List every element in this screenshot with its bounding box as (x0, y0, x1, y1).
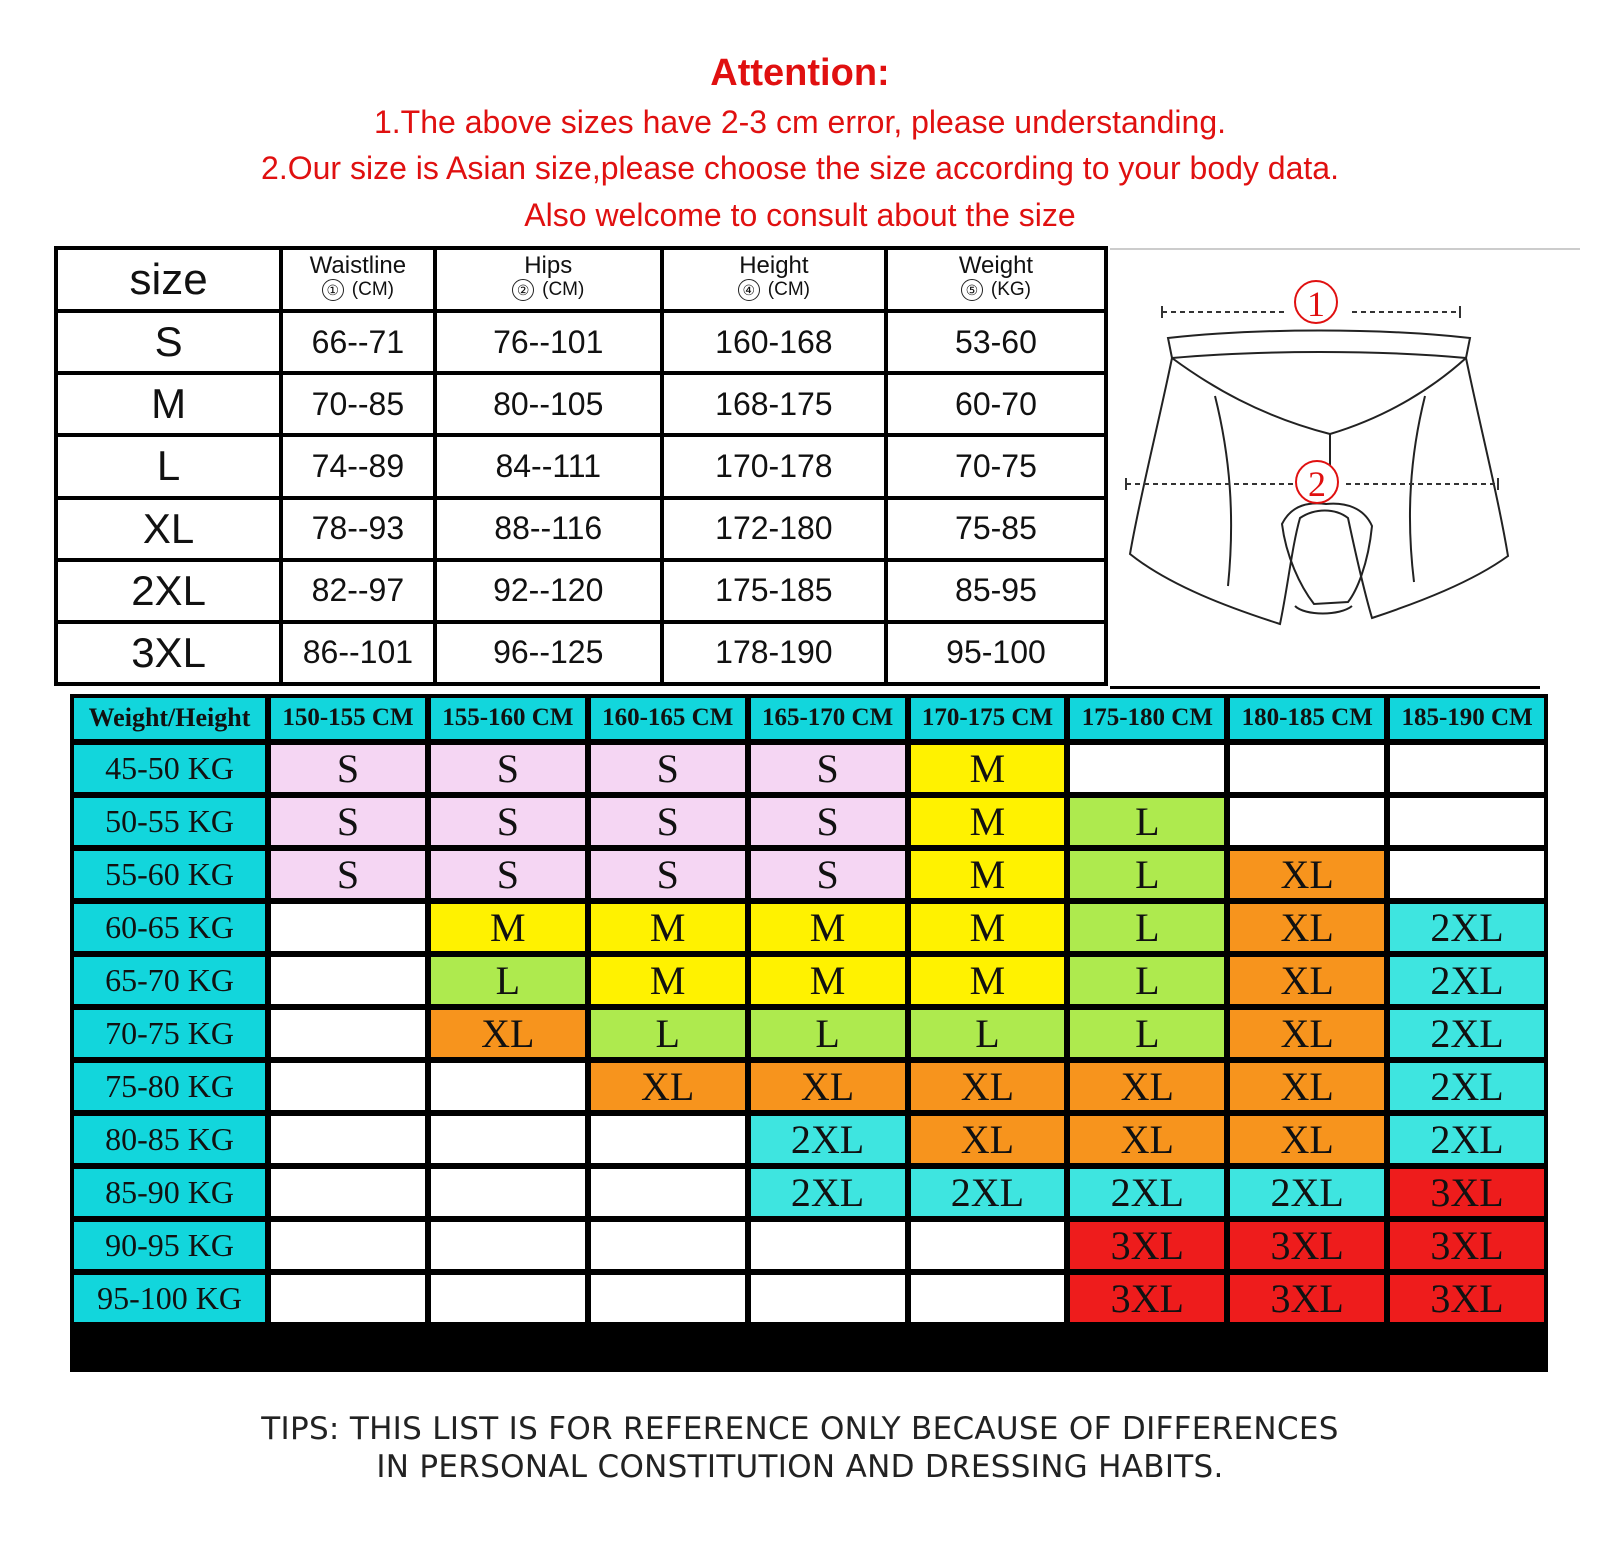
column-unit: (CM) (767, 279, 810, 300)
empty-cell (911, 1275, 1065, 1322)
size-recommendation-cell: S (591, 798, 745, 845)
height-column-header: 155-160 CM (431, 698, 585, 739)
table-row (56, 435, 1106, 497)
shorts-measurement-diagram (1110, 246, 1580, 686)
weight-row-header: 90-95 KG (74, 1222, 265, 1269)
grid-corner-header: Weight/Height (74, 698, 265, 739)
empty-cell (431, 1169, 585, 1216)
waistline-column-header (281, 248, 435, 311)
height-column-header: 170-175 CM (911, 698, 1065, 739)
marker-badge: ④ (738, 279, 760, 301)
size-recommendation-cell: 3XL (1230, 1275, 1384, 1322)
hips-column-header (435, 248, 662, 311)
height-column-header: 160-165 CM (591, 698, 745, 739)
column-name: Hips (524, 252, 573, 279)
size-recommendation-cell: 2XL (751, 1116, 905, 1163)
table-row (56, 560, 1106, 622)
weight-row-header: 60-65 KG (74, 904, 265, 951)
size-measurement-table (54, 246, 1108, 686)
height-column-header: 185-190 CM (1390, 698, 1544, 739)
size-recommendation-cell: XL (1070, 1116, 1224, 1163)
size-recommendation-cell: S (431, 851, 585, 898)
empty-cell (1070, 745, 1224, 792)
column-unit: (CM) (542, 279, 585, 300)
marker-badge: ⑤ (961, 279, 983, 301)
empty-cell (271, 1169, 425, 1216)
waistline-value: 82--97 (281, 560, 435, 622)
hips-value: 76--101 (435, 311, 662, 373)
height-column-header (662, 248, 886, 311)
size-recommendation-cell: 2XL (911, 1169, 1065, 1216)
size-recommendation-cell: 3XL (1230, 1222, 1384, 1269)
size-recommendation-cell: L (1070, 798, 1224, 845)
empty-cell (271, 1116, 425, 1163)
empty-cell (271, 1010, 425, 1057)
height-column-header: 150-155 CM (271, 698, 425, 739)
size-recommendation-cell: S (751, 798, 905, 845)
hips-value: 96--125 (435, 622, 662, 684)
size-recommendation-cell: 2XL (1390, 1063, 1544, 1110)
empty-cell (271, 957, 425, 1004)
size-recommendation-cell: 3XL (1390, 1169, 1544, 1216)
empty-cell (911, 1222, 1065, 1269)
waistline-value: 78--93 (281, 498, 435, 560)
empty-cell (271, 1275, 425, 1322)
size-recommendation-cell: 2XL (751, 1169, 905, 1216)
size-recommendation-cell: XL (911, 1116, 1065, 1163)
hips-value: 80--105 (435, 373, 662, 435)
size-recommendation-cell: XL (1230, 1063, 1384, 1110)
empty-cell (431, 1063, 585, 1110)
size-recommendation-cell: L (431, 957, 585, 1004)
height-column-header: 175-180 CM (1070, 698, 1224, 739)
column-unit: (CM) (351, 279, 394, 300)
size-recommendation-cell: XL (1230, 957, 1384, 1004)
attention-title: Attention: (710, 52, 890, 94)
waistline-value: 86--101 (281, 622, 435, 684)
weight-row-header: 65-70 KG (74, 957, 265, 1004)
size-label: S (56, 311, 281, 373)
weight-row-header: 50-55 KG (74, 798, 265, 845)
size-recommendation-cell: M (751, 957, 905, 1004)
size-recommendation-cell: S (591, 851, 745, 898)
size-recommendation-cell: S (591, 745, 745, 792)
weight-row-header: 70-75 KG (74, 1010, 265, 1057)
size-recommendation-cell: M (591, 904, 745, 951)
height-column-header: 180-185 CM (1230, 698, 1384, 739)
size-recommendation-cell: M (591, 957, 745, 1004)
size-recommendation-cell: S (271, 745, 425, 792)
waistline-value: 66--71 (281, 311, 435, 373)
size-recommendation-cell: 2XL (1390, 1116, 1544, 1163)
size-recommendation-cell: S (271, 851, 425, 898)
size-label: 3XL (56, 622, 281, 684)
size-recommendation-cell: L (1070, 957, 1224, 1004)
column-name: Waistline (309, 252, 407, 279)
empty-cell (591, 1222, 745, 1269)
size-label: L (56, 435, 281, 497)
height-value: 178-190 (662, 622, 886, 684)
column-name: Height (739, 252, 809, 279)
empty-cell (1230, 798, 1384, 845)
height-value: 160-168 (662, 311, 886, 373)
weight-row-header: 55-60 KG (74, 851, 265, 898)
hips-value: 92--120 (435, 560, 662, 622)
size-recommendation-cell: 2XL (1390, 1010, 1544, 1057)
weight-row-header: 95-100 KG (74, 1275, 265, 1322)
size-recommendation-cell: XL (1230, 1116, 1384, 1163)
size-label: XL (56, 498, 281, 560)
size-recommendation-cell: M (911, 904, 1065, 951)
waistline-value: 74--89 (281, 435, 435, 497)
marker-badge: ② (512, 279, 534, 301)
height-value: 170-178 (662, 435, 886, 497)
size-recommendation-cell: XL (1230, 851, 1384, 898)
size-recommendation-cell: M (911, 798, 1065, 845)
hips-value: 84--111 (435, 435, 662, 497)
size-recommendation-cell: 2XL (1230, 1169, 1384, 1216)
empty-cell (751, 1222, 905, 1269)
empty-cell (431, 1275, 585, 1322)
marker-badge: ① (322, 279, 344, 301)
size-recommendation-cell: M (911, 745, 1065, 792)
diagram-bottom-border (1110, 686, 1540, 689)
empty-cell (591, 1116, 745, 1163)
attention-line-1: 1.The above sizes have 2-3 cm error, please understanding. (373, 104, 1227, 140)
weight-row-header: 75-80 KG (74, 1063, 265, 1110)
size-recommendation-cell: XL (911, 1063, 1065, 1110)
size-recommendation-cell: XL (1230, 1010, 1384, 1057)
size-recommendation-cell: 3XL (1390, 1275, 1544, 1322)
height-value: 168-175 (662, 373, 886, 435)
weight-value: 85-95 (886, 560, 1106, 622)
size-recommendation-cell: 3XL (1070, 1222, 1224, 1269)
weight-value: 60-70 (886, 373, 1106, 435)
table-row (56, 622, 1106, 684)
weight-value: 70-75 (886, 435, 1106, 497)
size-recommendation-cell: S (751, 851, 905, 898)
size-recommendation-cell: M (911, 957, 1065, 1004)
size-recommendation-cell: 2XL (1070, 1169, 1224, 1216)
size-recommendation-cell: S (431, 798, 585, 845)
size-recommendation-cell: 3XL (1070, 1275, 1224, 1322)
size-recommendation-cell: M (431, 904, 585, 951)
size-label: M (56, 373, 281, 435)
size-recommendation-cell: L (911, 1010, 1065, 1057)
size-recommendation-cell: XL (1230, 904, 1384, 951)
size-recommendation-grid (70, 694, 1548, 1372)
table-row (56, 311, 1106, 373)
size-column-header: size (56, 248, 281, 311)
attention-line-2: 2.Our size is Asian size,please choose the size according to your body data. (261, 150, 1339, 186)
empty-cell (431, 1222, 585, 1269)
tips-line-2: IN PERSONAL CONSTITUTION AND DRESSING HABITS. (376, 1449, 1224, 1485)
size-recommendation-cell: XL (751, 1063, 905, 1110)
empty-cell (271, 1222, 425, 1269)
size-recommendation-cell: XL (591, 1063, 745, 1110)
weight-row-header: 85-90 KG (74, 1169, 265, 1216)
size-label: 2XL (56, 560, 281, 622)
marker-1-label: 1 (1307, 284, 1325, 324)
size-recommendation-cell: XL (1070, 1063, 1224, 1110)
empty-cell (1230, 745, 1384, 792)
size-recommendation-cell: S (431, 745, 585, 792)
empty-cell (1390, 745, 1544, 792)
size-recommendation-cell: S (751, 745, 905, 792)
table-row (56, 498, 1106, 560)
empty-cell (271, 1063, 425, 1110)
size-recommendation-cell: L (751, 1010, 905, 1057)
weight-value: 75-85 (886, 498, 1106, 560)
waistline-value: 70--85 (281, 373, 435, 435)
empty-cell (431, 1116, 585, 1163)
column-name: Weight (958, 252, 1034, 279)
size-recommendation-cell: S (271, 798, 425, 845)
empty-cell (751, 1275, 905, 1322)
size-recommendation-cell: L (591, 1010, 745, 1057)
size-recommendation-cell: XL (431, 1010, 585, 1057)
size-table-header-row (56, 248, 1106, 311)
weight-value: 95-100 (886, 622, 1106, 684)
size-recommendation-cell: 2XL (1390, 957, 1544, 1004)
attention-line-3: Also welcome to consult about the size (524, 197, 1076, 233)
empty-cell (591, 1275, 745, 1322)
empty-cell (1390, 851, 1544, 898)
size-recommendation-cell: 2XL (1390, 904, 1544, 951)
size-recommendation-cell: L (1070, 851, 1224, 898)
tips-line-1: TIPS: THIS LIST IS FOR REFERENCE ONLY BECAUSE OF DIFFERENCES (261, 1411, 1339, 1447)
empty-cell (1390, 798, 1544, 845)
weight-row-header: 45-50 KG (74, 745, 265, 792)
tips-note (0, 1410, 1600, 1486)
size-recommendation-cell: M (751, 904, 905, 951)
weight-value: 53-60 (886, 311, 1106, 373)
empty-cell (591, 1169, 745, 1216)
column-unit: (KG) (990, 279, 1032, 300)
height-column-header: 165-170 CM (751, 698, 905, 739)
empty-cell (271, 904, 425, 951)
height-value: 175-185 (662, 560, 886, 622)
hips-value: 88--116 (435, 498, 662, 560)
marker-2-label: 2 (1308, 464, 1326, 504)
table-row (56, 373, 1106, 435)
weight-row-header: 80-85 KG (74, 1116, 265, 1163)
size-recommendation-cell: L (1070, 904, 1224, 951)
size-recommendation-cell: 3XL (1390, 1222, 1544, 1269)
weight-column-header (886, 248, 1106, 311)
size-recommendation-cell: M (911, 851, 1065, 898)
height-value: 172-180 (662, 498, 886, 560)
size-recommendation-cell: L (1070, 1010, 1224, 1057)
